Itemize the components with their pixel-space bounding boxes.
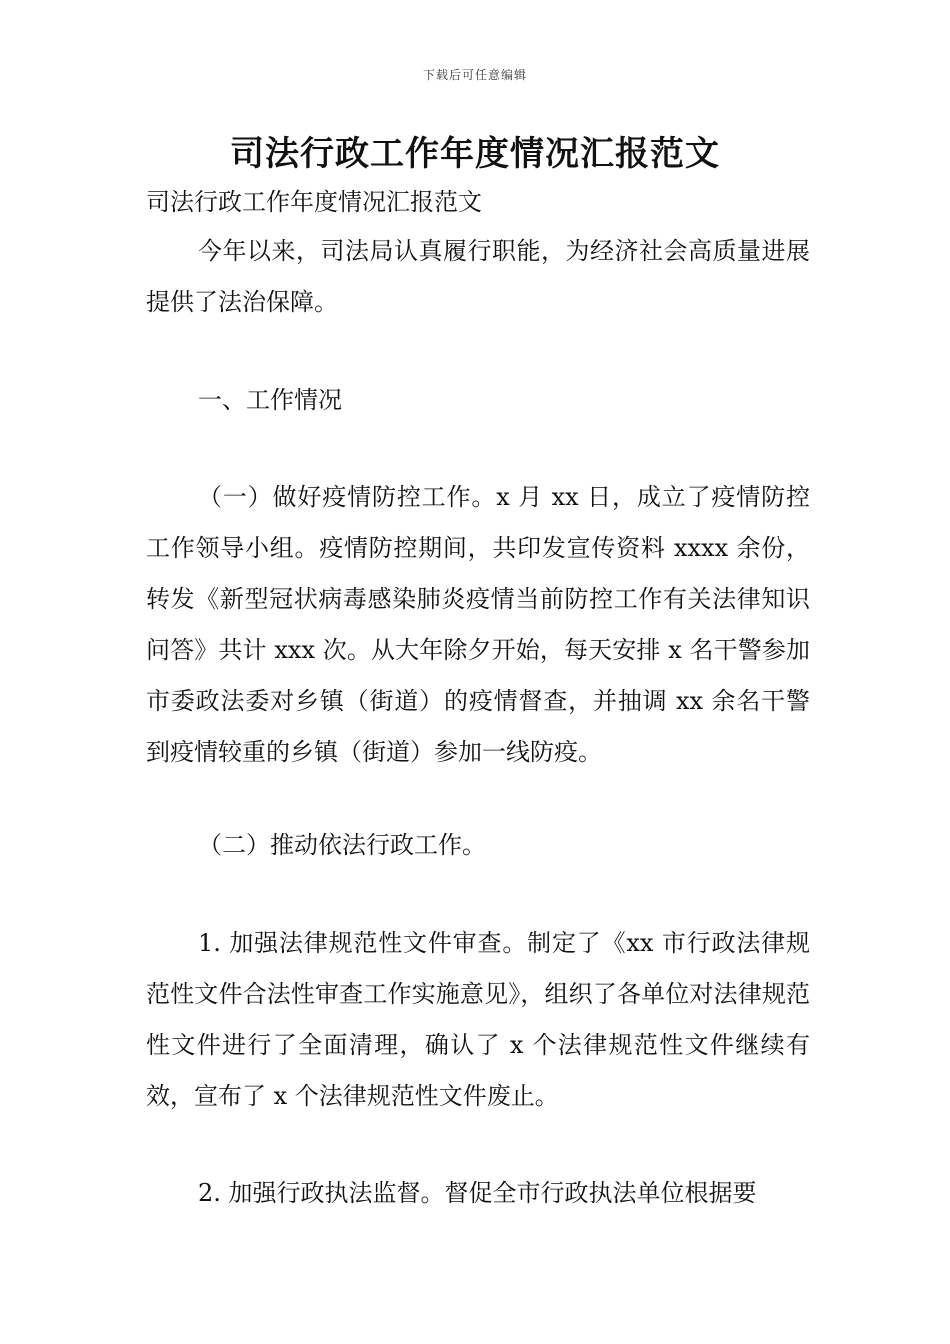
paragraph-document-review: 1. 加强法律规范性文件审查。制定了《xx 市行政法律规范性文件合法性审查工作实施意见》，组织了各单位对法律规范性文件进行了全面清理，确认了 x 个法律规范性文件继续有效，宣布了 x 个法律规范性文件废止。: [146, 929, 810, 1110]
section-heading-work-status: 一、工作情况: [198, 386, 342, 414]
paragraph-epidemic-control: （一）做好疫情防控工作。x 月 xx 日，成立了疫情防控工作领导小组。疫情防控期间，共印发宣传资料 xxxx 余份，转发《新型冠状病毒感染肺炎疫情当前防控工作有关法律知识问答》共计 xxx 次。从大年除夕开始，每天安排 x 名干警参加市委政法委对乡镇（街道）的疫情督查，并抽调 xx 余名干警到疫情较重的乡镇（街道）参加一线防疫。: [146, 483, 810, 766]
header-note: 下载后可任意编辑: [422, 68, 527, 82]
subsection-heading-administration: （二）推动依法行政工作。: [198, 831, 486, 859]
document-subtitle: 司法行政工作年度情况汇报范文: [146, 188, 482, 216]
paragraph-enforcement-supervision: 2. 加强行政执法监督。督促全市行政执法单位根据要: [198, 1179, 757, 1207]
document-title: 司法行政工作年度情况汇报范文: [230, 134, 720, 174]
intro-paragraph: 今年以来，司法局认真履行职能，为经济社会高质量进展提供了法治保障。: [146, 237, 810, 316]
